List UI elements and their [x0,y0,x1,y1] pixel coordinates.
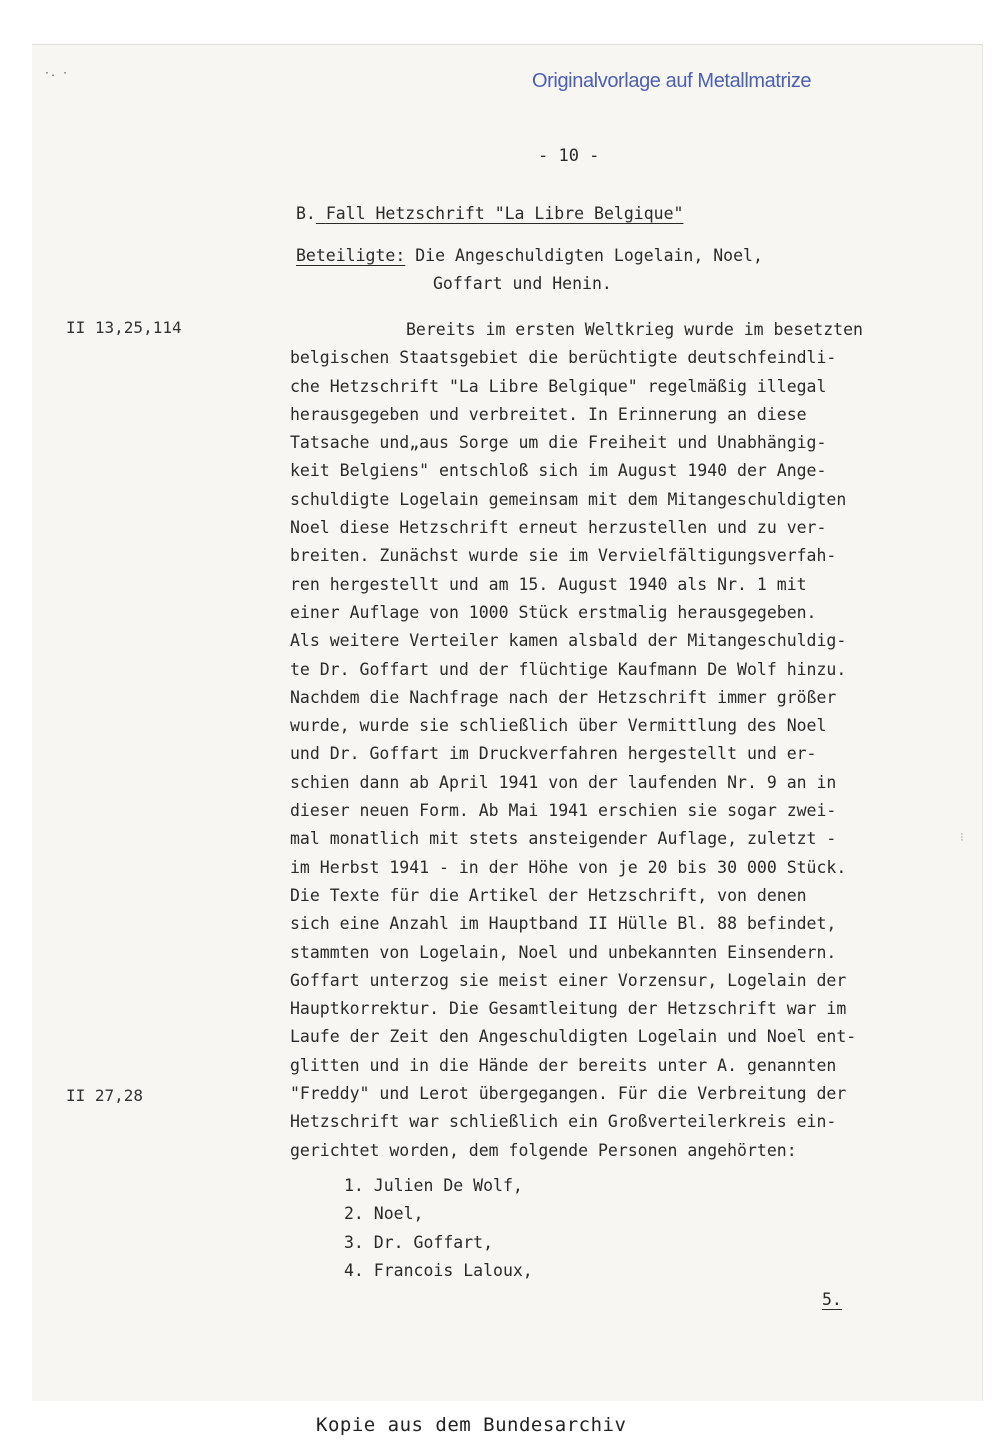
body-line: Hetzschrift war schließlich ein Großverteilerkreis ein- [290,1112,837,1132]
body-line: ren hergestellt und am 15. August 1940 als Nr. 1 mit [290,574,807,594]
body-line: Tatsache und„aus Sorge um die Freiheit und Unabhängig- [290,433,827,453]
list-item: 4. Francois Laloux, [344,1260,533,1280]
body-line: dieser neuen Form. Ab Mai 1941 erschien sie sogar zwei- [290,801,837,821]
body-line: Noel diese Hetzschrift erneut herzustellen und zu ver- [290,518,827,538]
body-line: te Dr. Goffart und der flüchtige Kaufmann De Wolf hinzu. [290,659,847,679]
paper-speck: ·. · [44,68,69,79]
list-item: 1. Julien De Wolf, [344,1176,523,1195]
body-line: Laufe der Zeit den Angeschuldigten Logelain und Noel ent- [290,1027,857,1047]
body-line: che Hetzschrift "La Libre Belgique" regelmäßig illegal [290,376,827,396]
catchword: 5. [822,1290,842,1309]
page-number: - 10 - [538,146,600,166]
body-line: und Dr. Goffart im Druckverfahren hergestellt und er- [290,744,817,764]
section-title: Fall Hetzschrift "La Libre Belgique" [325,204,684,223]
distributor-list [344,1172,533,1285]
body-line: mal monatlich mit stets ansteigender Auflage, zuletzt - [290,829,837,849]
body-line: im Herbst 1941 - in der Höhe von je 20 bis 30 000 Stück. [290,857,847,877]
body-line: schuldigte Logelain gemeinsam mit dem Mitangeschuldigten [290,489,847,509]
parties-line-1: Die Angeschuldigten Logelain, Noel, [415,246,763,265]
body-line: sich eine Anzahl im Hauptband II Hülle Bl. 88 befindet, [290,914,837,934]
section-heading [296,204,683,223]
list-item: 2. Noel, [344,1204,424,1224]
body-line: Goffart unterzog sie meist einer Vorzensur, Logelain der [290,970,847,990]
body-line: Die Texte für die Artikel der Hetzschrift, von denen [290,885,807,905]
body-line: keit Belgiens" entschloß sich im August 1940 der Ange- [290,461,827,481]
list-item: 3. Dr. Goffart, [344,1232,494,1252]
body-paragraph [290,316,950,1165]
body-line: stammten von Logelain, Noel und unbekannten Einsendern. [290,942,837,962]
edge-marks: ⁝ [960,830,964,844]
body-line: Als weitere Verteiler kamen alsbald der Mitangeschuldig- [290,631,847,651]
body-line: gerichtet worden, dem folgende Personen angehörten: [290,1140,797,1160]
body-line: schien dann ab April 1941 von der laufenden Nr. 9 an in [290,772,837,792]
archive-footer: Kopie aus dem Bundesarchiv [316,1414,627,1436]
body-line: glitten und in die Hände der bereits unter A. genannten [290,1055,837,1075]
margin-reference-2: II 27,28 [66,1086,144,1105]
body-line: "Freddy" und Lerot übergegangen. Für die Verbreitung der [290,1084,847,1104]
parties-block [296,242,763,298]
body-line: belgischen Staatsgebiet die berüchtigte deutschfeindli- [290,348,837,368]
body-line: Nachdem die Nachfrage nach der Hetzschrift immer größer [290,687,837,707]
section-letter: B. [296,204,316,223]
body-line: wurde, wurde sie schließlich über Vermittlung des Noel [290,716,827,736]
body-line: Hauptkorrektur. Die Gesamtleitung der Hetzschrift war im [290,999,847,1019]
parties-line-2: Goffart und Henin. [433,274,612,293]
body-line: einer Auflage von 1000 Stück erstmalig herausgegeben. [290,602,817,622]
margin-reference-1: II 13,25,114 [66,318,182,337]
parties-label: Beteiligte: [296,246,406,265]
body-line: herausgegeben und verbreitet. In Erinnerung an diese [290,404,807,424]
archive-stamp: Originalvorlage auf Metallmatrize [532,70,812,92]
body-line: breiten. Zunächst wurde sie im Vervielfältigungsverfah- [290,546,837,566]
body-line: Bereits im ersten Weltkrieg wurde im besetzten [406,320,863,339]
